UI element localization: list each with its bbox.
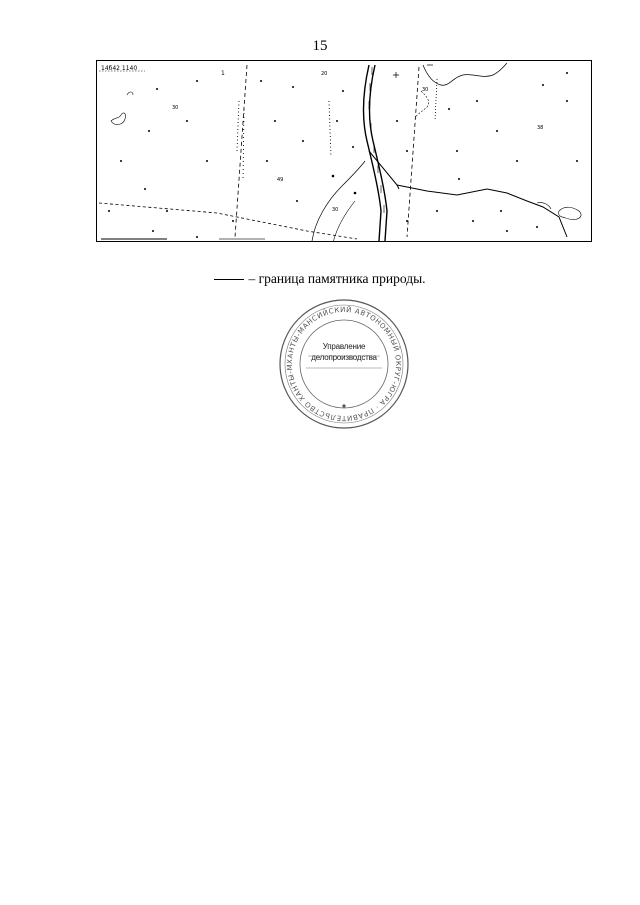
map-coord-label: 14б42 1140 xyxy=(101,65,138,72)
map-number: 30 xyxy=(332,207,339,213)
official-stamp xyxy=(276,296,412,437)
map-number: 1 xyxy=(221,70,225,77)
map-number: 38 xyxy=(537,125,544,131)
map-number: 20 xyxy=(321,71,328,77)
stamp-ring-text: ХАНТЫ-МАНСИЙСКИЙ АВТОНОМНЫЙ ОКРУГ-ЮГРА · ПРАВИТЕЛЬСТВО ХАНТЫ-М xyxy=(285,305,403,423)
map-drawing xyxy=(97,61,592,242)
map-number: 49 xyxy=(277,177,284,183)
legend-text: – граница памятника природы. xyxy=(248,271,426,286)
stamp-title-line2: делопроизводства xyxy=(311,353,377,362)
map-number: 30 xyxy=(422,87,429,93)
map-number: 30 xyxy=(172,105,179,111)
stamp-seal-icon xyxy=(276,296,412,432)
legend-line-symbol xyxy=(214,279,244,280)
page-number: 15 xyxy=(312,38,328,54)
topographic-map xyxy=(96,60,592,242)
stamp-title-line1: Управление xyxy=(322,342,366,351)
map-legend xyxy=(0,271,640,287)
